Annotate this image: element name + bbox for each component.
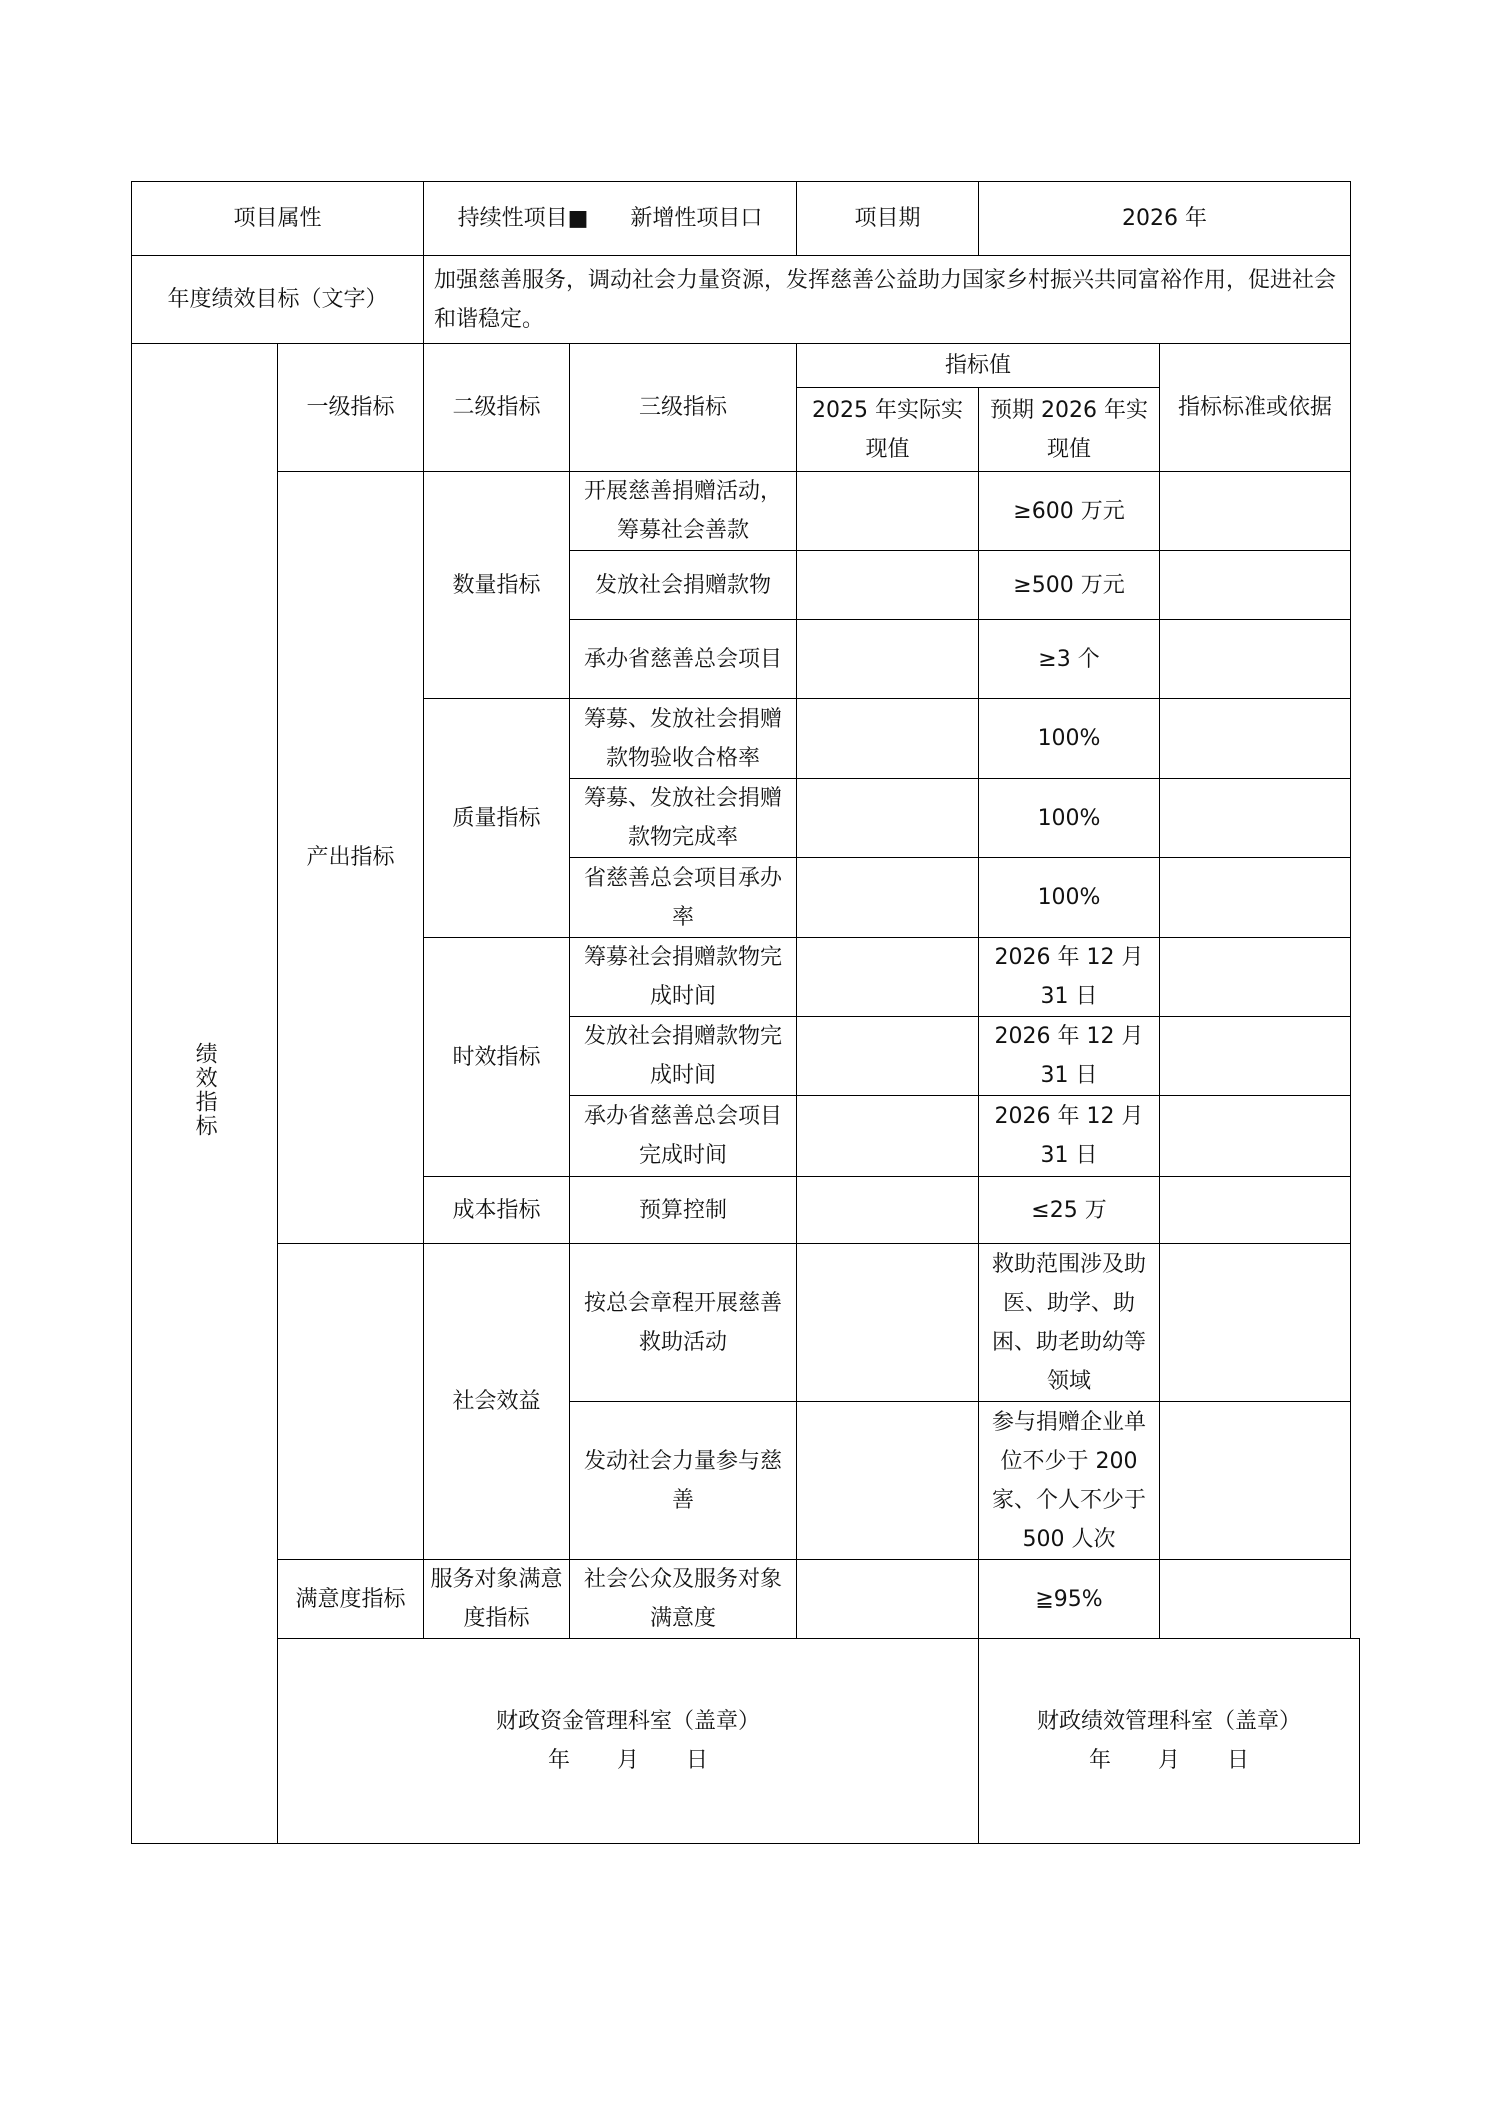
attr-options (424, 182, 797, 256)
row-level3: 发放社会捐赠款物 (570, 551, 797, 620)
row-level3: 按总会章程开展慈善救助活动 (570, 1244, 797, 1402)
row-level3: 承办省慈善总会项目 (570, 620, 797, 699)
unchecked-box-icon: 口 (740, 206, 763, 231)
row-standard (1160, 551, 1351, 620)
row-expected: 2026 年 12 月 31 日 (979, 1017, 1160, 1096)
level2-timeliness: 时效指标 (424, 938, 570, 1177)
row-standard (1160, 472, 1351, 551)
period-value: 2026 年 (979, 182, 1351, 256)
attr-label: 项目属性 (132, 182, 424, 256)
col-expected-2026: 预期 2026 年实现值 (979, 388, 1160, 472)
row-actual (797, 858, 979, 938)
row-actual (797, 1017, 979, 1096)
level2-quality: 质量指标 (424, 699, 570, 938)
signature-date: 年 月 日 (1089, 1748, 1249, 1773)
row-actual (797, 620, 979, 699)
row-standard (1160, 858, 1351, 938)
row-level3: 筹募、发放社会捐赠款物完成率 (570, 779, 797, 858)
level1-output: 产出指标 (278, 472, 424, 1244)
row-expected: ≧95% (979, 1560, 1160, 1639)
row-standard (1160, 699, 1351, 779)
col-level3: 三级指标 (570, 344, 797, 472)
row-expected: 2026 年 12 月 31 日 (979, 1096, 1160, 1177)
signature-title: 财政绩效管理科室（盖章） (1037, 1709, 1302, 1734)
row-actual (797, 938, 979, 1017)
level1-benefit (278, 1244, 424, 1560)
signature-title: 财政资金管理科室（盖章） (496, 1709, 761, 1734)
row-actual (797, 779, 979, 858)
row-expected: ≥600 万元 (979, 472, 1160, 551)
row-actual (797, 1402, 979, 1560)
row-level3: 省慈善总会项目承办率 (570, 858, 797, 938)
row-expected: ≥3 个 (979, 620, 1160, 699)
row-standard (1160, 1244, 1351, 1402)
level1-satisfaction: 满意度指标 (278, 1560, 424, 1639)
row-level3: 筹募、发放社会捐赠款物验收合格率 (570, 699, 797, 779)
level2-service: 服务对象满意度指标 (424, 1560, 570, 1639)
row-actual (797, 1244, 979, 1402)
level2-social: 社会效益 (424, 1244, 570, 1560)
row-level3: 发放社会捐赠款物完成时间 (570, 1017, 797, 1096)
row-actual (797, 1096, 979, 1177)
row-level3: 预算控制 (570, 1177, 797, 1244)
col-level1: 一级指标 (278, 344, 424, 472)
signature-finance-performance (979, 1639, 1360, 1844)
row-expected: 100% (979, 858, 1160, 938)
row-standard (1160, 1402, 1351, 1560)
row-actual (797, 1560, 979, 1639)
row-expected: ≥500 万元 (979, 551, 1160, 620)
row-level3: 承办省慈善总会项目完成时间 (570, 1096, 797, 1177)
checked-box-icon: ■ (567, 206, 589, 231)
level2-quantity: 数量指标 (424, 472, 570, 699)
col-indicator-value: 指标值 (797, 344, 1160, 388)
row-actual (797, 699, 979, 779)
annual-goal-label: 年度绩效目标（文字） (132, 256, 424, 344)
row-standard (1160, 620, 1351, 699)
row-level3: 筹募社会捐赠款物完成时间 (570, 938, 797, 1017)
attr-option-new: 新增性项目 (630, 206, 741, 231)
level2-cost: 成本指标 (424, 1177, 570, 1244)
period-label: 项目期 (797, 182, 979, 256)
row-expected: 100% (979, 699, 1160, 779)
col-level2: 二级指标 (424, 344, 570, 472)
performance-target-table (131, 181, 1360, 1844)
performance-indicator-group (132, 344, 278, 1844)
performance-indicator-label: 绩效指标 (192, 1042, 218, 1139)
row-standard (1160, 1177, 1351, 1244)
col-actual-2025: 2025 年实际实现值 (797, 388, 979, 472)
row-standard (1160, 938, 1351, 1017)
row-standard (1160, 1560, 1351, 1639)
row-expected: ≤25 万 (979, 1177, 1160, 1244)
signature-date: 年 月 日 (548, 1748, 708, 1773)
row-expected: 2026 年 12 月 31 日 (979, 938, 1160, 1017)
row-level3: 开展慈善捐赠活动，筹募社会善款 (570, 472, 797, 551)
attr-option-continuing: 持续性项目 (457, 206, 568, 231)
annual-goal-text: 加强慈善服务，调动社会力量资源，发挥慈善公益助力国家乡村振兴共同富裕作用，促进社会和谐稳定。 (424, 256, 1351, 344)
row-level3: 发动社会力量参与慈善 (570, 1402, 797, 1560)
row-expected: 100% (979, 779, 1160, 858)
row-level3: 社会公众及服务对象满意度 (570, 1560, 797, 1639)
row-expected: 救助范围涉及助医、助学、助困、助老助幼等领域 (979, 1244, 1160, 1402)
col-standard: 指标标准或依据 (1160, 344, 1351, 472)
row-actual (797, 1177, 979, 1244)
row-standard (1160, 779, 1351, 858)
signature-finance-funds (278, 1639, 979, 1844)
row-standard (1160, 1017, 1351, 1096)
row-actual (797, 551, 979, 620)
row-standard (1160, 1096, 1351, 1177)
row-actual (797, 472, 979, 551)
row-expected: 参与捐赠企业单位不少于 200 家、个人不少于 500 人次 (979, 1402, 1160, 1560)
